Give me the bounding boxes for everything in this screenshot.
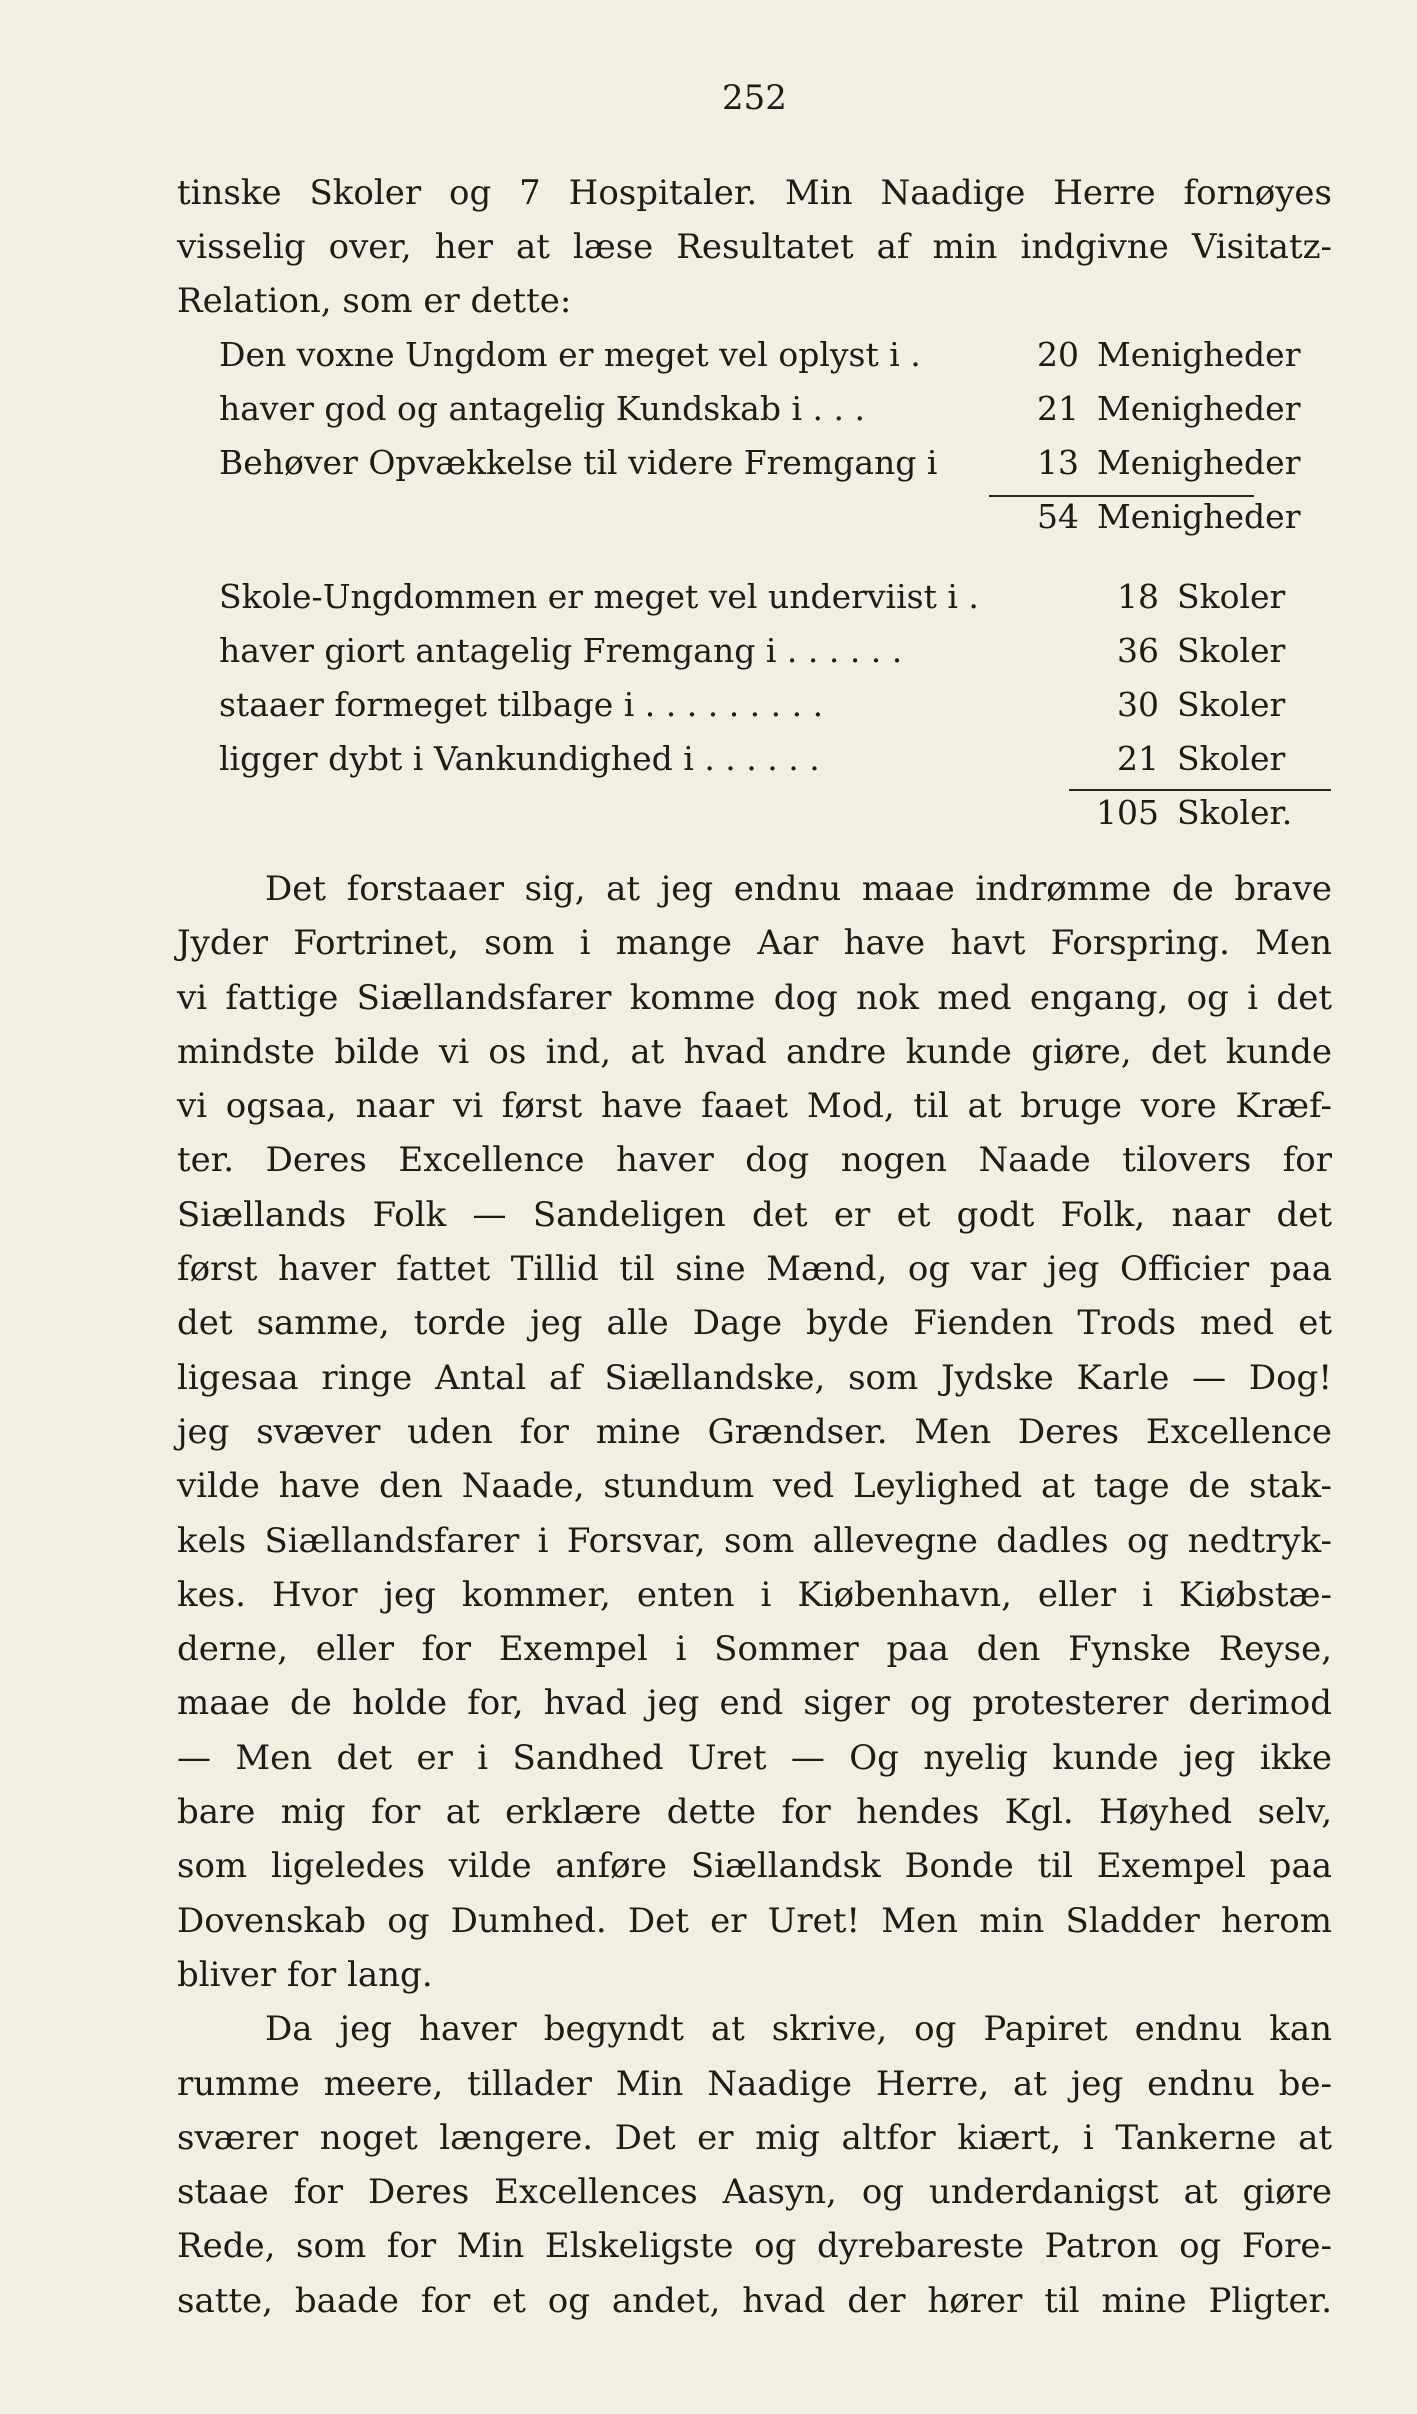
text-line: staae for Deres Excellences Aasyn, og underdanigst at giøre	[177, 2172, 1332, 2213]
schools-table	[219, 570, 1332, 840]
row-count: 18	[1117, 577, 1159, 616]
table-row	[219, 328, 1332, 382]
row-count: 13	[1037, 443, 1079, 482]
row-label: Skole-Ungdommen er meget vel underviist i .	[219, 577, 979, 616]
row-label: staaer formeget tilbage i . . . . . . . . .	[219, 685, 824, 724]
text-line: maae de holde for, hvad jeg end siger og protesterer derimod	[177, 1683, 1332, 1724]
text-line: ter. Deres Excellence haver dog nogen Naade tilovers for	[177, 1140, 1332, 1181]
intro-text	[177, 166, 1332, 328]
text-line: kes. Hvor jeg kommer, enten i Kiøbenhavn, eller i Kiøbstæ-	[177, 1574, 1332, 1615]
table-row	[219, 678, 1332, 732]
row-label: Behøver Opvækkelse til videre Fremgang i	[219, 443, 938, 482]
text-line: tinske Skoler og 7 Hospitaler. Min Naadige Herre fornøyes	[177, 173, 1332, 213]
row-count: 21	[1037, 389, 1079, 428]
text-line: vilde have den Naade, stundum ved Leylighed at tage de stak-	[177, 1466, 1332, 1507]
row-count: 30	[1117, 685, 1159, 724]
row-unit: Skoler	[1177, 577, 1286, 616]
row-unit: Skoler	[1177, 739, 1286, 778]
text-line: visselig over, her at læse Resultatet af min indgivne Visitatz-	[177, 227, 1332, 267]
text-line: Jyder Fortrinet, som i mange Aar have havt Forspring. Men	[177, 923, 1332, 964]
text-line: jeg svæver uden for mine Grændser. Men Deres Excellence	[177, 1411, 1332, 1452]
row-count: 21	[1117, 739, 1159, 778]
row-label: haver god og antagelig Kundskab i . . .	[219, 389, 865, 428]
text-line: satte, baade for et og andet, hvad der hører til mine Pligter.	[177, 2280, 1332, 2321]
text-line: vi fattige Siællandsfarer komme dog nok med engang, og i det	[177, 977, 1332, 1018]
row-unit: Menigheder	[1097, 443, 1301, 482]
page-number: 252	[722, 78, 787, 118]
text-line: Dovenskab og Dumhed. Det er Uret! Men min Sladder herom	[177, 1900, 1332, 1941]
text-line: vi ogsaa, naar vi først have faaet Mod, til at bruge vore Kræf-	[177, 1086, 1332, 1127]
table-row	[219, 570, 1332, 624]
table-row	[219, 382, 1332, 436]
row-count: 36	[1117, 631, 1159, 670]
row-unit: Menigheder	[1097, 335, 1301, 374]
text-line: ligesaa ringe Antal af Siællandske, som Jydske Karle — Dog!	[177, 1357, 1332, 1398]
total-unit: Skoler.	[1177, 793, 1293, 832]
text-line: Det forstaaer sig, at jeg endnu maae indrømme de brave	[265, 869, 1332, 909]
text-line: Da jeg haver begyndt at skrive, og Papiret endnu kan	[265, 2009, 1332, 2050]
row-label: haver giort antagelig Fremgang i . . . . . .	[219, 631, 903, 670]
total-count: 105	[1096, 793, 1159, 832]
table-row	[219, 436, 1332, 490]
table-row	[219, 732, 1332, 786]
row-count: 20	[1037, 335, 1079, 374]
row-label: ligger dybt i Vankundighed i . . . . . .	[219, 739, 820, 778]
table-total-row	[219, 786, 1332, 840]
table-row	[219, 624, 1332, 678]
text-line: Relation, som er dette:	[177, 281, 572, 321]
row-label: Den voxne Ungdom er meget vel oplyst i .	[219, 335, 921, 374]
total-unit: Menigheder	[1097, 497, 1301, 536]
table-total-row	[219, 490, 1332, 544]
total-count: 54	[1037, 497, 1079, 536]
text-line: derne, eller for Exempel i Sommer paa den Fynske Reyse,	[177, 1629, 1332, 1670]
text-line: — Men det er i Sandhed Uret — Og nyelig kunde jeg ikke	[177, 1737, 1332, 1778]
text-line: mindste bilde vi os ind, at hvad andre kunde giøre, det kunde	[177, 1031, 1332, 1072]
text-line: bliver for lang.	[177, 1954, 433, 1995]
text-line: det samme, torde jeg alle Dage byde Fienden Trods med et	[177, 1303, 1332, 1344]
text-line: sværer noget længere. Det er mig altfor kiært, i Tankerne at	[177, 2117, 1332, 2158]
text-line: rumme meere, tillader Min Naadige Herre, at jeg endnu be-	[177, 2063, 1332, 2104]
row-unit: Skoler	[1177, 631, 1286, 670]
body-text	[177, 862, 1332, 2328]
text-line: Siællands Folk — Sandeligen det er et godt Folk, naar det	[177, 1194, 1332, 1235]
row-unit: Menigheder	[1097, 389, 1301, 428]
congregations-table	[219, 328, 1332, 544]
text-line: Rede, som for Min Elskeligste og dyrebareste Patron og Fore-	[177, 2226, 1332, 2267]
text-line: kels Siællandsfarer i Forsvar, som allevegne dadles og nedtryk-	[177, 1520, 1332, 1561]
text-line: som ligeledes vilde anføre Siællandsk Bonde til Exempel paa	[177, 1846, 1332, 1887]
text-line: bare mig for at erklære dette for hendes Kgl. Høyhed selv,	[177, 1792, 1332, 1833]
row-unit: Skoler	[1177, 685, 1286, 724]
text-line: først haver fattet Tillid til sine Mænd, og var jeg Officier paa	[177, 1249, 1332, 1290]
